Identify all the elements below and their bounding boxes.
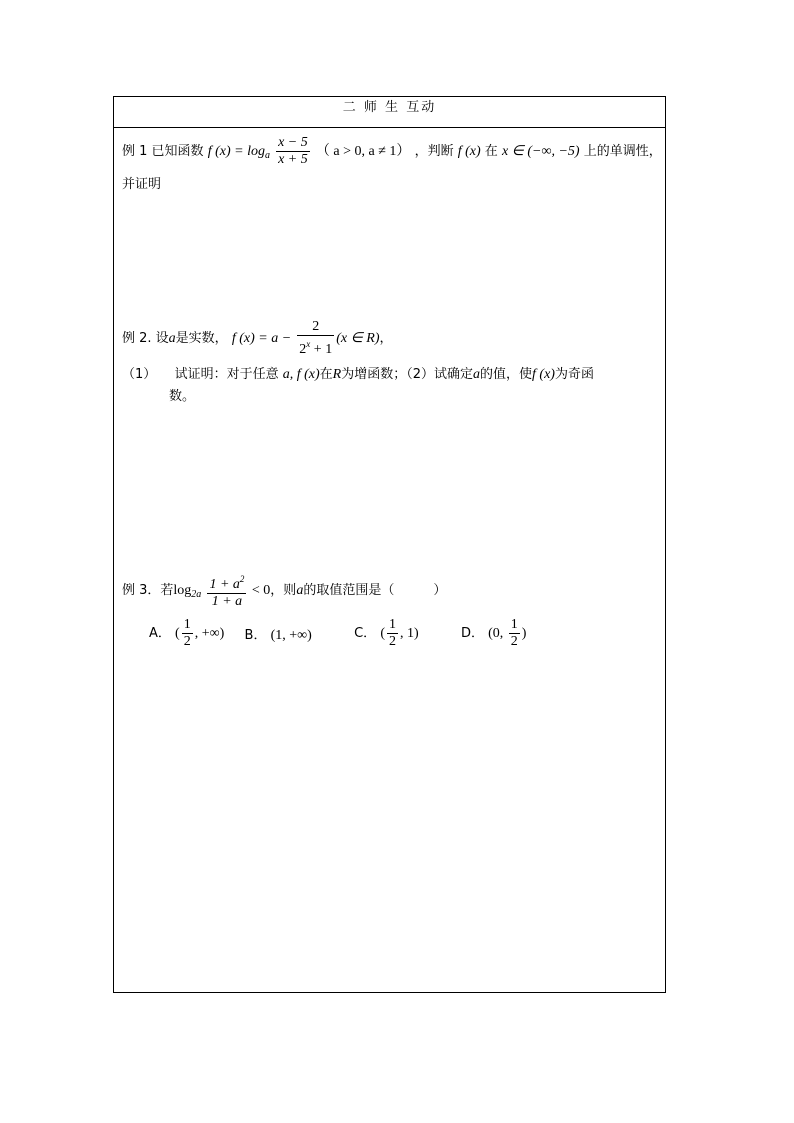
option-d-open: (0, [488, 626, 507, 641]
example1-func-lhs: f (x) = log [207, 144, 265, 159]
example2-frac-den-exp: x [306, 339, 311, 349]
example2-part2-a: a [473, 367, 481, 382]
example3-line1 [122, 571, 446, 610]
example3-frac-num-exp: 2 [239, 574, 245, 584]
option-a [149, 617, 224, 650]
option-c-frac-num: 1 [388, 617, 396, 632]
example1-fraction [276, 135, 310, 168]
example2-line1 [122, 319, 393, 358]
example3-frac-den: 1 + a [211, 594, 243, 609]
example2-part2-fx: f (x) [532, 367, 555, 382]
option-c-close: , 1) [399, 626, 419, 641]
example2-frac-den-base: 2 [299, 342, 307, 357]
option-b [245, 624, 312, 644]
example3-frac-num-base: 1 + a [209, 577, 240, 592]
option-c [354, 617, 419, 650]
example3-tail: 的取值范围是（ ） [303, 583, 447, 598]
example2-part1-line [122, 363, 594, 383]
example1-fx: f (x) [457, 144, 481, 159]
example2-func-lhs: f (x) = a − [231, 331, 292, 346]
example2-part1-text-a: 试证明：对于任意 [174, 367, 279, 382]
example2-domain: (x ∈ R) [336, 331, 380, 346]
option-d-close: ) [521, 626, 527, 641]
example2-part2-line2 [169, 385, 195, 404]
option-a-fraction [182, 617, 193, 650]
option-b-label: B． [244, 627, 267, 643]
example1-log-base: a [264, 150, 270, 161]
example1-condition: （ a > 0, a ≠ 1） [315, 144, 411, 159]
option-d [461, 617, 527, 650]
example2-part2-text-e: 为奇函 [554, 367, 594, 382]
example2-frac-den [297, 336, 334, 358]
option-a-open: ( [175, 626, 180, 641]
example1-frac-num: x − 5 [278, 135, 308, 150]
section-title: 二 师 生 互动 [342, 100, 437, 115]
example3-frac-num [207, 571, 246, 594]
option-a-close: , +∞) [194, 626, 225, 641]
example1-line1 [122, 135, 662, 168]
example2-var-a: a [168, 331, 176, 346]
option-c-fraction [387, 617, 398, 650]
example2-frac-num: 2 [297, 319, 334, 336]
option-d-frac-num: 1 [510, 617, 518, 632]
example2-prefix: 例 2. 设 [122, 331, 169, 346]
option-d-frac-den: 2 [510, 634, 518, 649]
example2-part1-R: R [332, 367, 342, 382]
example2-is-real: 是实数， [175, 331, 228, 346]
example1-domain: x ∈ (−∞, −5) [501, 144, 580, 159]
example2-frac-den-tail: + 1 [310, 342, 333, 357]
option-c-open: ( [380, 626, 385, 641]
option-b-value: (1, +∞) [270, 627, 312, 643]
example3-log-base: 2a [191, 589, 202, 600]
example2-part2-text-d: 的值，使 [480, 367, 533, 382]
option-a-label: A． [149, 626, 171, 641]
example1-line2 [122, 173, 161, 192]
example2-part1-text-c: 为增函数；（2）试确定 [341, 367, 474, 382]
option-c-frac-den: 2 [388, 634, 396, 649]
example2-fraction [297, 319, 334, 358]
example3-ineq: < 0 [248, 583, 271, 598]
example2-part1-math: a, f (x) [282, 367, 320, 382]
option-d-fraction [509, 617, 520, 650]
example2-part2-line2-text: 数。 [169, 389, 196, 404]
example3-options [149, 617, 526, 650]
example1-mid-text: ，判断 [414, 144, 454, 159]
example1-in-text: 在 [484, 144, 498, 159]
worksheet-table [113, 96, 666, 993]
example1-frac-den: x + 5 [278, 152, 308, 167]
option-a-frac-den: 2 [183, 634, 191, 649]
option-d-label: D． [460, 626, 484, 641]
example1-line2-text: 并证明 [122, 177, 162, 192]
example3-var-a: a [296, 583, 304, 598]
option-c-label: C． [354, 626, 377, 641]
example2-part1-num: （1） [122, 367, 157, 382]
example2-end: ， [379, 331, 393, 346]
section-header [114, 97, 665, 128]
example3-log: log [173, 583, 192, 598]
example3-prefix: 例 3．若 [122, 583, 174, 598]
example1-tail: 上的单调性， [583, 144, 662, 159]
option-a-frac-num: 1 [183, 617, 191, 632]
example2-part1-text-b: 在 [319, 367, 333, 382]
example3-mid: ，则 [270, 583, 297, 598]
example1-prefix: 例 1 已知函数 [122, 144, 204, 159]
example3-fraction [207, 571, 246, 610]
